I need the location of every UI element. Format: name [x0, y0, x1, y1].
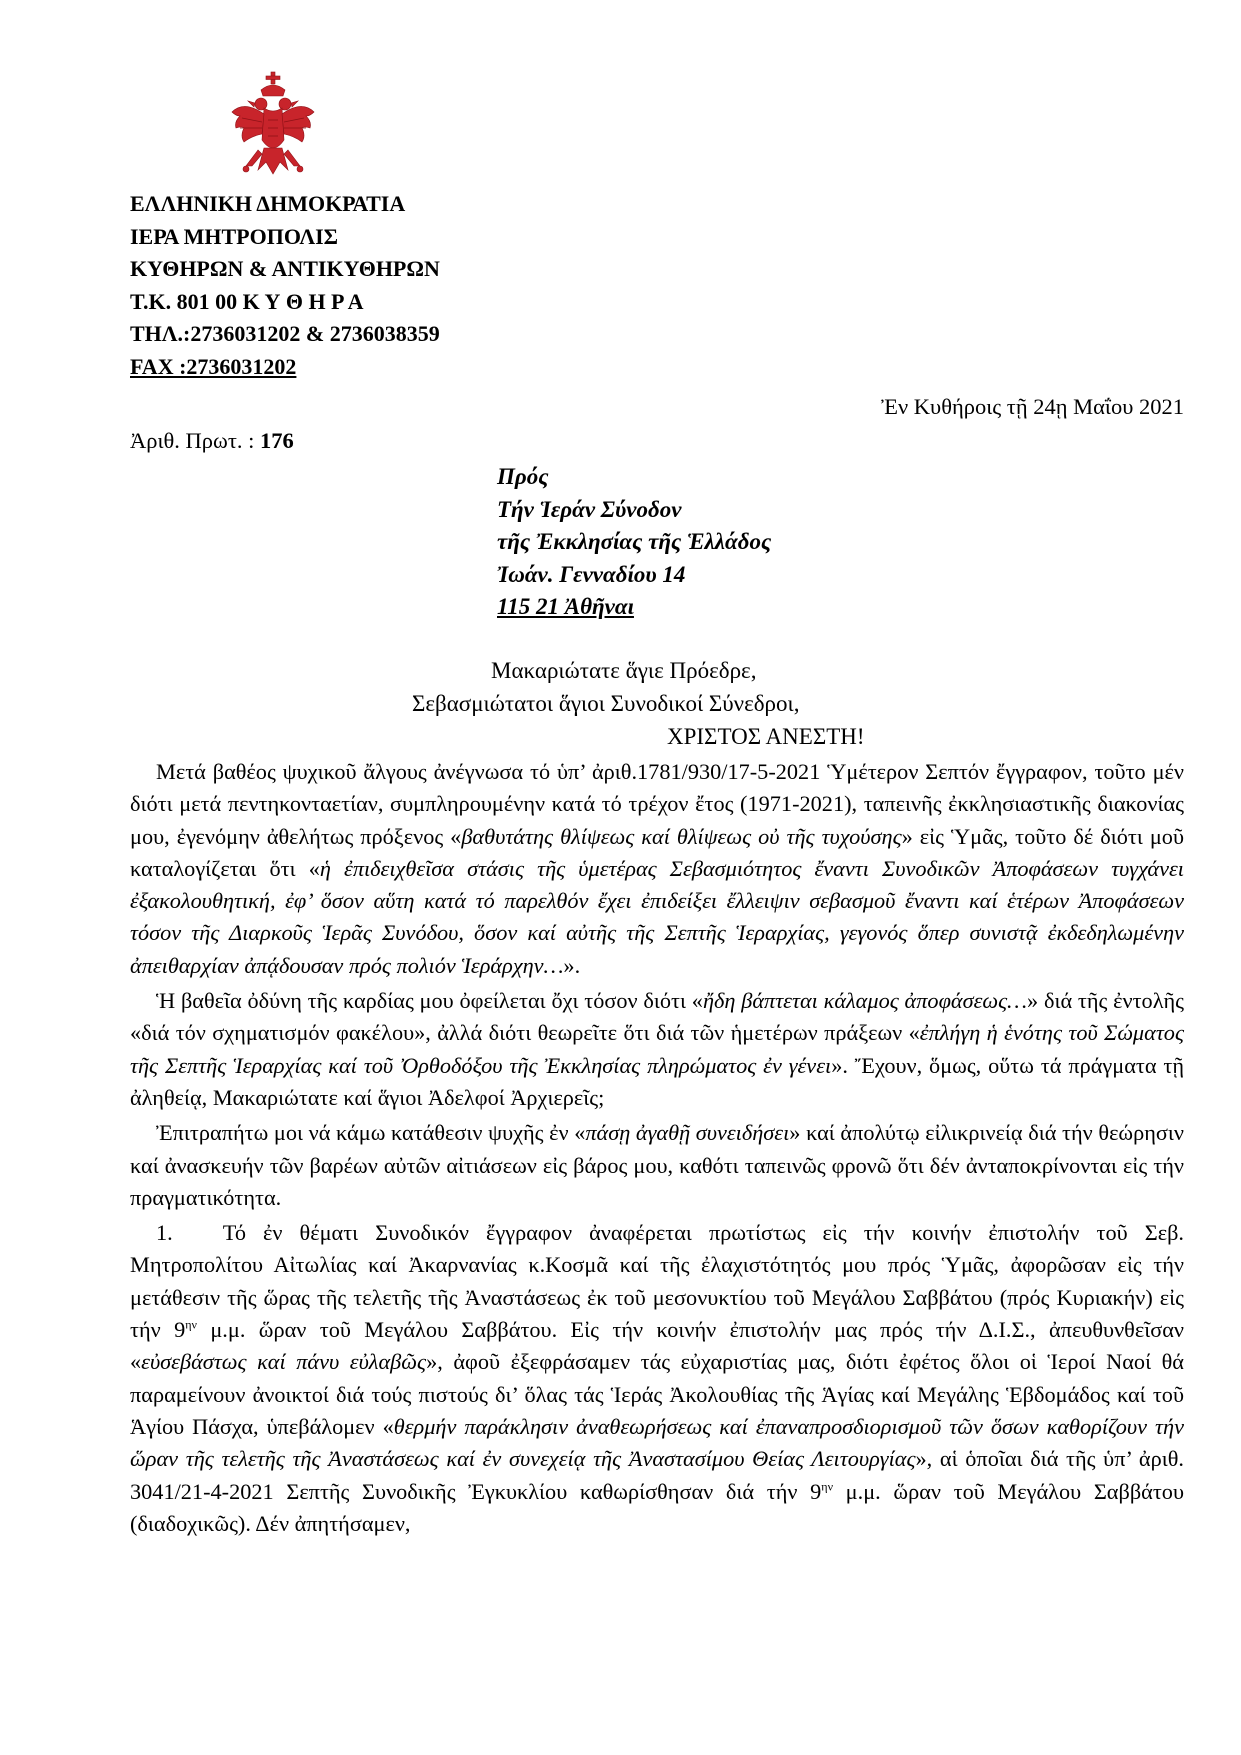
- letterhead-metropolis: ΙΕΡΑ ΜΗΤΡΟΠΟΛΙΣ: [130, 223, 339, 249]
- body-text: Τό ἐν θέματι Συνοδικόν ἔγγραφον ἀναφέρεται πρωτίστως εἰς τήν κοινήν ἐπιστολήν τοῦ Σεβ. Μητροπολίτου Αἰτωλίας καί Ἀκαρνανίας κ.Κοσμᾶ καί τῆς ἐλαχιστότητός μου πρός Ὑμᾶς, ἀφορῶσαν εἰς τήν μετάθεσιν τῆς ὥρας τῆς τελετῆς τῆς Ἀναστάσεως ἐκ τοῦ μεσονυκτίου τοῦ Μεγάλου Σαββάτου (πρός Κυριακήν) εἰς τήν 9: [130, 1220, 1184, 1343]
- body-quote: βαθυτάτης θλίψεως καί θλίψεως οὐ τῆς τυχούσης: [461, 823, 902, 849]
- ordinal-suffix: ην: [185, 1317, 197, 1332]
- body-quote: θερμήν παράκλησιν ἀναθεωρήσεως καί ἐπαναπροσδιορισμοῦ τῶν ὅσων καθορίζουν τήν ὥραν τῆς τελετῆς τῆς Ἀναστάσεως καί ἐν συνεχείᾳ τῆς Ἀναστασίμου Θείας Λειτουργίας: [130, 1413, 1184, 1472]
- body-text: », αἱ ὁποῖαι διά τῆς ὑπ’ ἀριθ. 3041/21-4-2021 Σεπτῆς Συνοδικῆς Ἐγκυκλίου καθωρίσθησαν διά τήν 9: [130, 1446, 1184, 1504]
- protocol-value: 176: [260, 428, 294, 453]
- body-quote: πάσῃ ἀγαθῇ συνειδήσει: [585, 1120, 790, 1146]
- body-text: » διά τῆς ἐντολῆς «διά τόν σχηματισμόν φακέλου», ἀλλά διότι θεωρεῖτε ὅτι διά τῶν ἡμετέρων πράξεων «: [130, 988, 1184, 1046]
- body-text: ».: [563, 952, 581, 978]
- body-text: μ.μ. ὥραν τοῦ Μεγάλου Σαββάτου. Εἰς τήν κοινήν ἐπιστολήν μας πρός τήν Δ.Ι.Σ., ἀπευθυνθεῖσαν «: [130, 1317, 1184, 1375]
- letterhead-fax: FAX :2736031202: [130, 353, 297, 379]
- letter-body: [130, 756, 1184, 1543]
- body-text: Μετά βαθέος ψυχικοῦ ἄλγους ἀνέγνωσα τό ὑπ’ ἀριθ.1781/930/17-5-2021 Ὑμέτερον Σεπτόν ἔγγραφον, τοῦτο μέν διότι μετά πεντηκονταετίαν, συμπληρουμένην κατά τό τρέχον ἔτος (1971-2021), ταπεινῆς ἐκκλησιαστικῆς διακονίας μου, ἐγενόμην ἀθελήτως πρόξενος «: [130, 759, 1184, 849]
- recipient-church: τῆς Ἐκκλησίας τῆς Ἑλλάδος: [497, 529, 772, 554]
- body-paragraph-1: [130, 756, 1184, 982]
- body-quote: ἡ ἐπιδειχθεῖσα στάσις τῆς ὑμετέρας Σεβασμιότητος ἔναντι Συνοδικῶν Ἀποφάσεων τυγχάνει ἐξακολουθητική, ἐφ’ ὅσον αὕτη κατά τό παρελθόν ἔχει ἐπιδείξει ἔλλειψιν σεβασμοῦ ἔναντι καί ἑτέρων Ἀποφάσεων τόσον τῆς Διαρκοῦς Ἱερᾶς Συνόδου, ὅσον καί αὐτῆς τῆς Σεπτῆς Ἱεραρχίας, γεγονός ὅπερ συνιστᾷ ἐκδεδηλωμένην ἀπειθαρχίαν ἀπᾴδουσαν πρός πολιόν Ἱεράρχην…: [130, 855, 1184, 978]
- body-quote: ἐπλήγη ἡ ἑνότης τοῦ Σώματος τῆς Σεπτῆς Ἱεραρχίας καί τοῦ Ὀρθοδόξου τῆς Ἐκκλησίας πληρώματος ἐν γένει: [130, 1020, 1184, 1078]
- body-text: » καί ἀπολύτῳ εἰλικρινείᾳ διά τήν θεώρησιν καί ἀνασκευήν τῶν βαρέων αὐτῶν αἰτιάσεων εἰς βάρος μου, καθότι ταπεινῶς φρονῶ ὅτι δέν ἀνταποκρίνονται εἰς τήν πραγματικότητα.: [130, 1120, 1184, 1210]
- letterhead: [130, 188, 440, 383]
- letter-date: Ἐν Κυθήροις τῇ 24ῃ Μαΐου 2021: [881, 394, 1184, 419]
- recipient-street: Ἰωάν. Γενναδίου 14: [497, 561, 686, 587]
- body-quote: ἤδη βάπτεται κάλαμος ἀποφάσεως…: [702, 988, 1028, 1014]
- recipient-city: 115 21 Ἀθῆναι: [497, 594, 634, 619]
- letterhead-phone: ΤΗΛ.:2736031202 & 2736038359: [130, 321, 440, 346]
- protocol-number: [130, 428, 294, 454]
- protocol-label: Ἀριθ. Πρωτ. :: [130, 428, 261, 453]
- letterhead-diocese: ΚΥΘΗΡΩΝ & ΑΝΤΙΚΥΘΗΡΩΝ: [130, 256, 440, 281]
- body-text: Ἐπιτραπήτω μοι νά κάμω κατάθεσιν ψυχῆς ἐν «: [156, 1120, 586, 1146]
- byzantine-eagle-emblem: [228, 70, 318, 190]
- recipient-name: Τήν Ἱεράν Σύνοδον: [497, 496, 682, 522]
- item-number: 1.: [156, 1220, 173, 1246]
- salutation-greeting: ΧΡΙΣΤΟΣ ΑΝΕΣΤΗ!: [667, 724, 865, 749]
- body-text: μ.μ. ὥραν τοῦ Μεγάλου Σαββάτου (διαδοχικῶς). Δέν ἀπητήσαμεν,: [130, 1478, 1184, 1536]
- body-text: », ἀφοῦ ἐξεφράσαμεν τάς εὐχαριστίας μας, διότι ἐφέτος ὅλοι οἱ Ἱεροί Ναοί θά παραμείνουν ἀνοικτοί διά τούς πιστούς δι’ ὅλας τάς Ἱεράς Ἀκολουθίας τῆς Ἁγίας καί Μεγάλης Ἑβδομάδος καί τοῦ Ἁγίου Πάσχα, ὑπεβάλομεν «: [130, 1349, 1184, 1439]
- recipient-to: Πρός: [497, 464, 549, 489]
- letterhead-country: ΕΛΛΗΝΙΚΗ ΔΗΜΟΚΡΑΤΙΑ: [130, 191, 406, 216]
- ordinal-suffix: ην: [821, 1479, 833, 1494]
- body-paragraph-3: [130, 1117, 1184, 1214]
- letterhead-postal-code: Τ.Κ. 801 00 Κ Υ Θ Η Ρ Α: [130, 288, 364, 314]
- body-paragraph-2: [130, 985, 1184, 1114]
- recipient-block: [497, 461, 771, 624]
- body-text: » εἰς Ὑμᾶς, τοῦτο δέ διότι μοῦ καταλογίζεται ὅτι «: [130, 823, 1184, 881]
- salutation-line-1: Μακαριώτατε ἅγιε Πρόεδρε,: [491, 658, 757, 683]
- salutation-line-2: Σεβασμιώτατοι ἅγιοι Συνοδικοί Σύνεδροι,: [412, 691, 800, 716]
- body-paragraph-4: [130, 1217, 1184, 1540]
- body-text: Ἡ βαθεῖα ὀδύνη τῆς καρδίας μου ὀφείλεται ὄχι τόσον διότι «: [156, 988, 703, 1014]
- body-quote: εὐσεβάστως καί πάνυ εὐλαβῶς: [141, 1349, 427, 1375]
- body-text: ». Ἔχουν, ὅμως, οὕτω τά πράγματα τῇ ἀληθείᾳ, Μακαριώτατε καί ἅγιοι Ἀδελφοί Ἀρχιερεῖς;: [130, 1052, 1185, 1110]
